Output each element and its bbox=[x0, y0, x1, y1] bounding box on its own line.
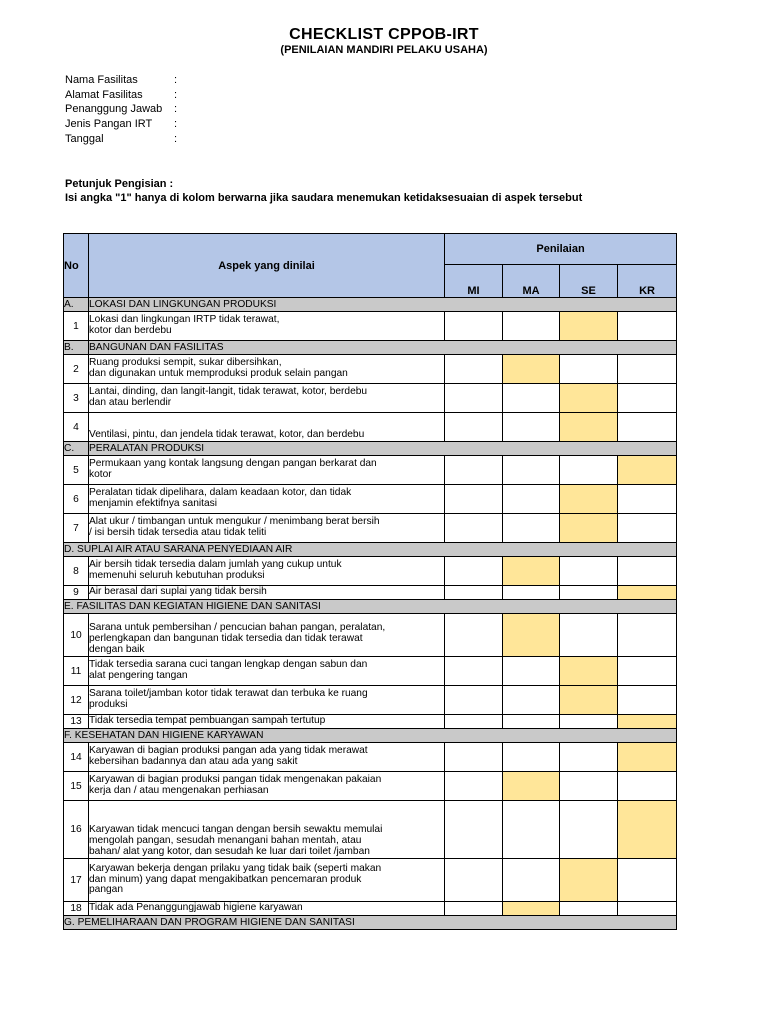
score-kr-cell[interactable] bbox=[618, 456, 677, 485]
row-aspek bbox=[89, 456, 445, 485]
score-mi-cell[interactable] bbox=[445, 715, 503, 729]
row-aspek bbox=[89, 657, 445, 686]
field-jenis-pangan[interactable] bbox=[65, 117, 177, 132]
score-se-cell[interactable] bbox=[560, 859, 618, 902]
aspek-line: Alat ukur / timbangan untuk mengukur / menimbang berat bersih bbox=[89, 516, 380, 528]
score-ma-cell[interactable] bbox=[503, 772, 560, 801]
score-ma-cell[interactable] bbox=[503, 902, 560, 916]
field-label: Jenis Pangan IRT bbox=[65, 118, 153, 131]
score-se-cell[interactable] bbox=[560, 355, 618, 384]
aspek-line: pangan bbox=[89, 884, 123, 896]
facility-info bbox=[65, 73, 177, 147]
score-se-cell[interactable] bbox=[560, 384, 618, 413]
field-label: Nama Fasilitas bbox=[65, 74, 138, 86]
score-kr-cell[interactable] bbox=[618, 485, 677, 514]
score-mi-cell[interactable] bbox=[445, 801, 503, 859]
score-kr-cell[interactable] bbox=[618, 743, 677, 772]
score-ma-cell[interactable] bbox=[503, 859, 560, 902]
row-aspek bbox=[89, 772, 445, 801]
row-aspek bbox=[89, 355, 445, 384]
table-row bbox=[64, 312, 677, 341]
row-aspek bbox=[89, 384, 445, 413]
row-number: 2 bbox=[64, 355, 89, 384]
score-mi-cell[interactable] bbox=[445, 384, 503, 413]
table-row bbox=[64, 557, 677, 586]
score-se-cell[interactable] bbox=[560, 772, 618, 801]
table-row bbox=[64, 456, 677, 485]
score-se-cell[interactable] bbox=[560, 514, 618, 543]
score-kr-cell[interactable] bbox=[618, 384, 677, 413]
row-number: 9 bbox=[64, 586, 89, 600]
aspek-line: dan atau berlendir bbox=[89, 397, 172, 408]
score-mi-cell[interactable] bbox=[445, 859, 503, 902]
score-mi-cell[interactable] bbox=[445, 413, 503, 442]
table-row bbox=[64, 657, 677, 686]
row-aspek bbox=[89, 801, 445, 859]
table-row bbox=[64, 902, 677, 916]
score-se-cell[interactable] bbox=[560, 801, 618, 859]
row-aspek bbox=[89, 715, 445, 729]
table-row bbox=[64, 355, 677, 384]
score-ma-cell[interactable] bbox=[503, 355, 560, 384]
row-aspek bbox=[89, 557, 445, 586]
table-row bbox=[64, 614, 677, 657]
aspek-line: Air bersih tidak tersedia dalam jumlah yang cukup untuk bbox=[89, 559, 342, 571]
aspek-line: kerja dan / atau mengenakan perhiasan bbox=[89, 785, 269, 796]
aspek-line: alat pengering tangan bbox=[89, 670, 188, 681]
aspek-line: Tidak tersedia tempat pembuangan sampah tertutup bbox=[89, 715, 326, 727]
aspek-line: dan minum) yang dapat mengakibatkan pencemaran produk bbox=[89, 873, 362, 885]
aspek-line: Tidak ada Penanggungjawab higiene karyawan bbox=[89, 902, 303, 914]
page-title: CHECKLIST CPPOB-IRT bbox=[289, 26, 479, 43]
score-mi-cell[interactable] bbox=[445, 614, 503, 657]
instructions-heading: Petunjuk Pengisian : bbox=[65, 178, 174, 190]
aspek-line: Air berasal dari suplai yang tidak bersih bbox=[89, 586, 267, 598]
instructions-text: Isi angka "1" hanya di kolom berwarna jika saudara menemukan ketidaksesuaian di aspek tersebut bbox=[65, 192, 583, 204]
score-kr-cell[interactable] bbox=[618, 657, 677, 686]
field-penanggung-jawab[interactable] bbox=[65, 102, 177, 117]
field-tanggal[interactable] bbox=[65, 132, 177, 147]
page-subtitle: (PENILAIAN MANDIRI PELAKU USAHA) bbox=[280, 44, 488, 56]
score-ma-cell[interactable] bbox=[503, 485, 560, 514]
score-se-cell[interactable] bbox=[560, 715, 618, 729]
row-aspek bbox=[89, 686, 445, 715]
score-kr-cell[interactable] bbox=[618, 586, 677, 600]
aspek-line: menjamin efektifnya sanitasi bbox=[89, 498, 217, 509]
aspek-line: / isi bersih tidak tersedia atau tidak teliti bbox=[89, 527, 267, 538]
score-ma-cell[interactable] bbox=[503, 514, 560, 543]
aspek-line: bahan/ alat yang kotor, dan sesudah ke luar dari toilet /jamban bbox=[89, 846, 370, 858]
table-row bbox=[64, 485, 677, 514]
row-number: 18 bbox=[64, 902, 89, 916]
row-number: 4 bbox=[64, 413, 89, 442]
aspek-line: Karyawan di bagian produksi pangan tidak mengenakan pakaian bbox=[89, 774, 382, 786]
score-se-cell[interactable] bbox=[560, 686, 618, 715]
score-kr-cell[interactable] bbox=[618, 312, 677, 341]
table-row bbox=[64, 743, 677, 772]
score-ma-cell[interactable] bbox=[503, 614, 560, 657]
row-aspek bbox=[89, 485, 445, 514]
table-row bbox=[64, 686, 677, 715]
score-mi-cell[interactable] bbox=[445, 514, 503, 543]
header-se: SE bbox=[560, 265, 618, 298]
row-number: 17 bbox=[64, 859, 89, 902]
score-se-cell[interactable] bbox=[560, 586, 618, 600]
table-row bbox=[64, 413, 677, 442]
section-row bbox=[64, 341, 677, 355]
aspek-line: kebersihan badannya dan atau ada yang sakit bbox=[89, 756, 298, 767]
aspek-line: Lokasi dan lingkungan IRTP tidak terawat, bbox=[89, 314, 280, 326]
score-se-cell[interactable] bbox=[560, 413, 618, 442]
section-letter: B. bbox=[64, 341, 89, 355]
section-title: E. FASILITAS DAN KEGIATAN HIGIENE DAN SANITASI bbox=[64, 600, 677, 614]
score-se-cell[interactable] bbox=[560, 657, 618, 686]
score-ma-cell[interactable] bbox=[503, 456, 560, 485]
table-row bbox=[64, 384, 677, 413]
score-se-cell[interactable] bbox=[560, 557, 618, 586]
section-row bbox=[64, 298, 677, 312]
header-ma: MA bbox=[503, 265, 560, 298]
score-ma-cell[interactable] bbox=[503, 557, 560, 586]
score-kr-cell[interactable] bbox=[618, 355, 677, 384]
row-number: 6 bbox=[64, 485, 89, 514]
table-header-row bbox=[64, 234, 677, 265]
aspek-line: Lantai, dinding, dan langit-langit, tidak terawat, kotor, berdebu bbox=[89, 386, 368, 398]
row-aspek bbox=[89, 312, 445, 341]
score-ma-cell[interactable] bbox=[503, 312, 560, 341]
row-number: 13 bbox=[64, 715, 89, 729]
field-label: Tanggal bbox=[65, 132, 104, 145]
table-row bbox=[64, 586, 677, 600]
row-number: 5 bbox=[64, 456, 89, 485]
instructions bbox=[65, 177, 582, 205]
row-number: 10 bbox=[64, 614, 89, 657]
table-row bbox=[64, 772, 677, 801]
section-title: G. PEMELIHARAAN DAN PROGRAM HIGIENE DAN SANITASI bbox=[64, 916, 677, 930]
field-nama-fasilitas[interactable] bbox=[65, 73, 177, 88]
field-alamat-fasilitas[interactable] bbox=[65, 88, 177, 103]
row-number: 15 bbox=[64, 772, 89, 801]
score-se-cell[interactable] bbox=[560, 614, 618, 657]
section-title: PERALATAN PRODUKSI bbox=[89, 442, 677, 456]
aspek-line: Sarana toilet/jamban kotor tidak terawat dan terbuka ke ruang bbox=[89, 688, 368, 700]
score-se-cell[interactable] bbox=[560, 743, 618, 772]
score-kr-cell[interactable] bbox=[618, 859, 677, 902]
header-aspek: Aspek yang dinilai bbox=[89, 234, 445, 298]
table-row bbox=[64, 715, 677, 729]
section-title: F. KESEHATAN DAN HIGIENE KARYAWAN bbox=[64, 729, 677, 743]
checklist-table bbox=[63, 233, 677, 930]
aspek-line: Permukaan yang kontak langsung dengan pangan berkarat dan bbox=[89, 458, 377, 470]
aspek-line: Karyawan bekerja dengan prilaku yang tidak baik (seperti makan bbox=[89, 862, 382, 874]
field-colon: : bbox=[174, 132, 178, 145]
row-aspek bbox=[89, 614, 445, 657]
field-colon: : bbox=[174, 88, 178, 101]
score-mi-cell[interactable] bbox=[445, 586, 503, 600]
header-kr: KR bbox=[618, 265, 677, 298]
score-se-cell[interactable] bbox=[560, 312, 618, 341]
aspek-line: kotor bbox=[89, 469, 112, 480]
row-number: 1 bbox=[64, 312, 89, 341]
row-aspek bbox=[89, 859, 445, 902]
aspek-line: kotor dan berdebu bbox=[89, 325, 172, 336]
score-ma-cell[interactable] bbox=[503, 743, 560, 772]
section-row bbox=[64, 600, 677, 614]
row-number: 3 bbox=[64, 384, 89, 413]
table-row bbox=[64, 514, 677, 543]
score-kr-cell[interactable] bbox=[618, 514, 677, 543]
field-colon: : bbox=[174, 103, 178, 116]
aspek-line: mengolah pangan, sesudah menangani bahan mentah, atau bbox=[89, 835, 362, 847]
score-mi-cell[interactable] bbox=[445, 485, 503, 514]
section-row bbox=[64, 543, 677, 557]
aspek-line: Karyawan di bagian produksi pangan ada yang tidak merawat bbox=[89, 745, 368, 757]
score-mi-cell[interactable] bbox=[445, 686, 503, 715]
section-letter: C. bbox=[64, 442, 89, 456]
field-label: Alamat Fasilitas bbox=[65, 88, 143, 101]
row-number: 7 bbox=[64, 514, 89, 543]
section-row bbox=[64, 916, 677, 930]
section-title: BANGUNAN DAN FASILITAS bbox=[89, 341, 677, 355]
score-mi-cell[interactable] bbox=[445, 657, 503, 686]
score-ma-cell[interactable] bbox=[503, 384, 560, 413]
score-se-cell[interactable] bbox=[560, 485, 618, 514]
score-kr-cell[interactable] bbox=[618, 686, 677, 715]
aspek-line: Sarana untuk pembersihan / pencucian bahan pangan, peralatan, bbox=[89, 622, 386, 634]
field-colon: : bbox=[174, 118, 178, 131]
score-kr-cell[interactable] bbox=[618, 715, 677, 729]
field-colon: : bbox=[174, 74, 178, 86]
aspek-line: Karyawan tidak mencuci tangan dengan bersih sewaktu memulai bbox=[89, 824, 383, 836]
aspek-line: dengan baik bbox=[89, 644, 145, 656]
row-number: 16 bbox=[64, 801, 89, 859]
row-aspek bbox=[89, 743, 445, 772]
aspek-line: perlengkapan dan bangunan tidak tersedia dan tidak terawat bbox=[89, 633, 363, 645]
aspek-line: produksi bbox=[89, 699, 128, 710]
score-kr-cell[interactable] bbox=[618, 902, 677, 916]
row-aspek bbox=[89, 514, 445, 543]
score-ma-cell[interactable] bbox=[503, 413, 560, 442]
aspek-line: Ventilasi, pintu, dan jendela tidak terawat, kotor, dan berdebu bbox=[89, 429, 365, 441]
table-row bbox=[64, 859, 677, 902]
score-mi-cell[interactable] bbox=[445, 355, 503, 384]
score-kr-cell[interactable] bbox=[618, 557, 677, 586]
aspek-line: Tidak tersedia sarana cuci tangan lengkap dengan sabun dan bbox=[89, 659, 368, 671]
score-mi-cell[interactable] bbox=[445, 312, 503, 341]
aspek-line: memenuhi seluruh kebutuhan produksi bbox=[89, 570, 265, 581]
score-ma-cell[interactable] bbox=[503, 686, 560, 715]
aspek-line: Peralatan tidak dipelihara, dalam keadaan kotor, dan tidak bbox=[89, 487, 352, 499]
score-ma-cell[interactable] bbox=[503, 715, 560, 729]
row-number: 14 bbox=[64, 743, 89, 772]
section-title: D. SUPLAI AIR ATAU SARANA PENYEDIAAN AIR bbox=[64, 543, 677, 557]
row-aspek bbox=[89, 586, 445, 600]
score-ma-cell[interactable] bbox=[503, 801, 560, 859]
aspek-line: dan digunakan untuk memproduksi produk selain pangan bbox=[89, 368, 348, 379]
section-title: LOKASI DAN LINGKUNGAN PRODUKSI bbox=[89, 298, 677, 312]
section-letter: A. bbox=[64, 298, 89, 312]
table-row bbox=[64, 801, 677, 859]
row-number: 12 bbox=[64, 686, 89, 715]
header-no: No bbox=[64, 234, 89, 298]
row-number: 8 bbox=[64, 557, 89, 586]
header-mi: MI bbox=[445, 265, 503, 298]
score-se-cell[interactable] bbox=[560, 902, 618, 916]
row-aspek bbox=[89, 413, 445, 442]
aspek-line: Ruang produksi sempit, sukar dibersihkan, bbox=[89, 357, 282, 369]
score-mi-cell[interactable] bbox=[445, 902, 503, 916]
section-row bbox=[64, 442, 677, 456]
score-kr-cell[interactable] bbox=[618, 413, 677, 442]
row-aspek bbox=[89, 902, 445, 916]
row-number: 11 bbox=[64, 657, 89, 686]
field-label: Penanggung Jawab bbox=[65, 103, 163, 116]
score-kr-cell[interactable] bbox=[618, 614, 677, 657]
score-mi-cell[interactable] bbox=[445, 456, 503, 485]
score-mi-cell[interactable] bbox=[445, 557, 503, 586]
score-mi-cell[interactable] bbox=[445, 743, 503, 772]
section-row bbox=[64, 729, 677, 743]
score-kr-cell[interactable] bbox=[618, 772, 677, 801]
score-ma-cell[interactable] bbox=[503, 586, 560, 600]
score-ma-cell[interactable] bbox=[503, 657, 560, 686]
score-mi-cell[interactable] bbox=[445, 772, 503, 801]
score-se-cell[interactable] bbox=[560, 456, 618, 485]
header-penilaian: Penilaian bbox=[445, 234, 677, 265]
score-kr-cell[interactable] bbox=[618, 801, 677, 859]
